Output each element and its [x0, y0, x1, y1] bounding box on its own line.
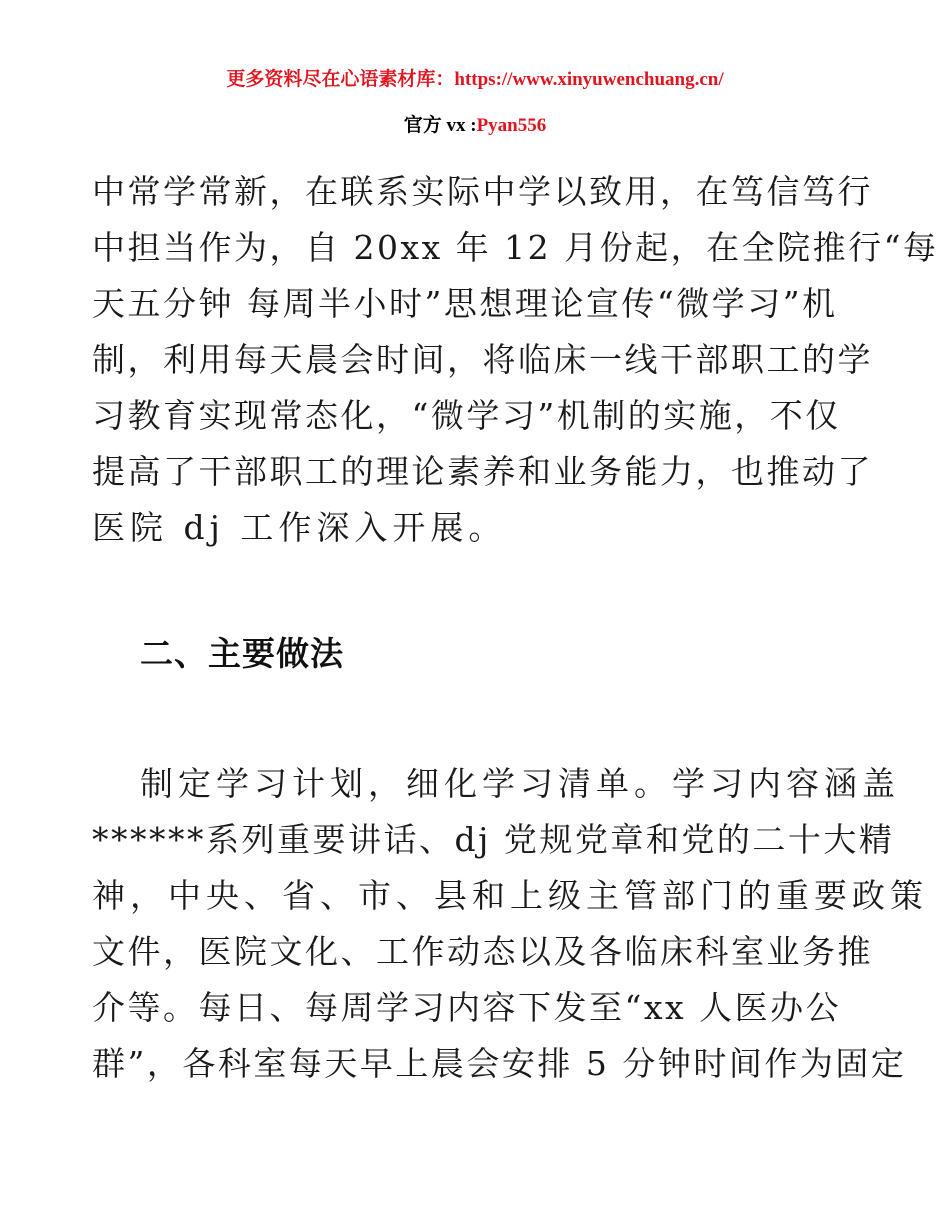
paragraph-line: 介等。每日、每周学习内容下发至“xx 人医办公 [92, 988, 842, 1027]
contact-id: Pyan556 [476, 115, 547, 136]
paragraph-line: 制，利用每天晨会时间，将临床一线干部职工的学 [92, 340, 873, 379]
paragraph-line: 天五分钟 每周半小时”思想理论宣传“微学习”机 [92, 284, 838, 323]
contact-header [0, 114, 950, 138]
paragraph-line: 神，中央、省、市、县和上级主管部门的重要政策 [92, 876, 928, 915]
promo-url-link[interactable]: https://www.xinyuwenchuang.cn/ [454, 69, 724, 90]
paragraph-line: 习教育实现常态化，“微学习”机制的实施，不仅 [92, 396, 841, 435]
paragraph-line: 群”，各科室每天早上晨会安排 5 分钟时间作为固定 [92, 1044, 907, 1083]
promo-header [0, 68, 950, 92]
paragraph-line: 中担当作为，自 20xx 年 12 月份起，在全院推行“每 [92, 228, 939, 267]
contact-label: 官方 vx : [403, 115, 477, 136]
section-heading: 二、主要做法 [140, 634, 344, 673]
promo-text: 更多资料尽在心语素材库： [226, 69, 455, 90]
paragraph-line: 文件，医院文化、工作动态以及各临床科室业务推 [92, 932, 873, 971]
paragraph-line: 提高了干部职工的理论素养和业务能力，也推动了 [92, 452, 873, 491]
paragraph-line: 制定学习计划，细化学习清单。学习内容涵盖 [140, 764, 900, 803]
paragraph-line: ******系列重要讲话、dj 党规党章和党的二十大精 [92, 820, 895, 859]
paragraph-line: 医院 dj 工作深入开展。 [92, 508, 507, 547]
paragraph-line: 中常学常新，在联系实际中学以致用，在笃信笃行 [92, 172, 873, 211]
